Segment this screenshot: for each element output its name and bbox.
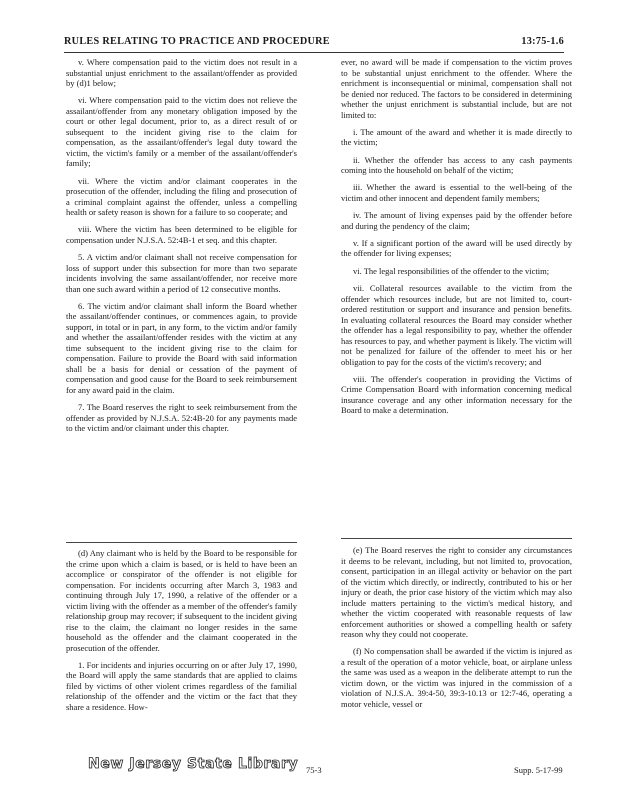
paragraph: vii. Collateral resources available to the victim from the offender which resources include, but are not limited to, court-ordered restitution or support and insurance and pension benefits. In evaluating collateral resources the Board may consider whether the offender has a legal responsibility to pay, whether the offender has resources to pay, and whether payment is likely. The victim will not be penalized for failure of the offender to meet his or her obligation to pay for the costs of the victim's recovery; and xyxy=(341,283,572,367)
paragraph: 6. The victim and/or claimant shall inform the Board whether the assailant/offender continues, or commences again, to provide support, in total or in part, in any form, to the victim and/or family and whether the assailant/offender resides with the victim at any time subsequent to the incident giving rise to the claim for compensation. Failure to provide the Board with said information shall be a basis for denial or cessation of the payment of compensation and good cause for the Board to seek reimbursement for any award paid in the claim. xyxy=(66,300,297,395)
subsection-d xyxy=(66,548,297,719)
paragraph: vi. Where compensation paid to the victim does not relieve the assailant/offender from any monetary obligation imposed by the court or other legal document, prior to, as a direct result of or subsequent to the incident giving rise to the claim for compensation, as the assailant/offender's legal duty toward the victim, the victim's family or a member of the assailant/offender's family; xyxy=(66,95,297,169)
header-section-number: 13:75-1.6 xyxy=(521,36,564,47)
paragraph: vii. Where the victim and/or claimant cooperates in the prosecution of the offender, including the filing and prosecution of a criminal complaint against the offender, unless a compelling health or safety reason is shown for a failure to so cooperate; and xyxy=(66,175,297,218)
right-column xyxy=(341,57,572,423)
paragraph: ii. Whether the offender has access to any cash payments coming into the household on behalf of the victim; xyxy=(341,154,572,176)
header-title: RULES RELATING TO PRACTICE AND PROCEDURE xyxy=(64,36,330,47)
left-column xyxy=(66,57,297,441)
paragraph: (d) Any claimant who is held by the Board to be responsible for the crime upon which a claim is based, or is held to have been an accomplice or conspirator of the offender is not eligible for compensation. For incidents occurring after March 3, 1983 and continuing through July 17, 1990, a relative of the offender or a victim living with the offender as a member of the offender's family relationship group may recover; if subsequent to the incident giving rise to the claim, the claimant no longer resides in the same household as the offender and the claimant cooperated in the prosecution of the offender. xyxy=(66,548,297,653)
paragraph: (e) The Board reserves the right to consider any circumstances it deems to be relevant, including, but not limited to, provocation, consent, participation in an illegal activity or behavior on the part of the victim which directly, or indirectly, contributed to his or her injury or death, the prior case history of the victim which may also include matters pertaining to the victim's medical history, and whether the victim cooperated with reasonable requests of law enforcement authorities or showed a compelling health or safety reason why they could not cooperate. xyxy=(341,545,572,639)
paragraph: 1. For incidents and injuries occurring on or after July 17, 1990, the Board will apply the same standards that are applied to claims filed by victims of other violent crimes regardless of the familial relationship of the offender and the victim or the fact that they share a residence. How- xyxy=(66,659,297,712)
paragraph: 5. A victim and/or claimant shall not receive compensation for loss of support under this subsection for more than two separate incidents involving the same assailant/offender, nor receive more than one such award within a period of 12 consecutive months. xyxy=(66,252,297,294)
paragraph: iv. The amount of living expenses paid by the offender before and during the pendency of the claim; xyxy=(341,210,572,231)
section-divider xyxy=(66,542,297,543)
library-watermark: New Jersey State Library xyxy=(88,756,299,772)
paragraph: v. If a significant portion of the award will be used directly by the offender for living expenses; xyxy=(341,237,572,259)
paragraph: (f) No compensation shall be awarded if the victim is injured as a result of the operation of a motor vehicle, boat, or airplane unless the same was used as a weapon in the deliberate attempt to run the victim down, or the victim was injured in the commission of a violation of N.J.S.A. 39:4-50, 39:3-10.13 or 12:7-46, operating a motor vehicle, vessel or xyxy=(341,646,572,709)
supplement-date: Supp. 5-17-99 xyxy=(514,765,563,775)
running-header xyxy=(64,36,564,53)
paragraph: vi. The legal responsibilities of the offender to the victim; xyxy=(353,265,550,276)
section-divider xyxy=(341,538,572,539)
paragraph: v. Where compensation paid to the victim does not result in a substantial unjust enrichment to the assailant/offender as provided by (d)1 below; xyxy=(66,57,297,88)
paragraph: viii. The offender's cooperation in providing the Victims of Crime Compensation Board with information concerning medical insurance coverage and any other information necessary for the Board to make a determination. xyxy=(341,373,572,416)
paragraph: 7. The Board reserves the right to seek reimbursement from the offender as provided by N.J.S.A. 52:4B-20 for any payments made to the victim and/or claimant under this chapter. xyxy=(66,402,297,434)
subsection-e-f xyxy=(341,545,572,716)
page-number: 75-3 xyxy=(306,765,322,775)
paragraph: ever, no award will be made if compensation to the victim proves to be substantial unjust enrichment to the offender. Where the enrichment is inconsequential or minimal, compensation shall not be denied nor reduced. The factors to be considered in determining whether the unjust enrichment is substantial include, but are not limited to: xyxy=(341,57,572,120)
paragraph: iii. Whether the award is essential to the well-being of the victim and other innocent and dependent family members; xyxy=(341,182,572,203)
paragraph: viii. Where the victim has been determined to be eligible for compensation under N.J.S.A. 52:4B-1 et seq. and this chapter. xyxy=(66,224,297,245)
paragraph: i. The amount of the award and whether it is made directly to the victim; xyxy=(341,126,572,148)
